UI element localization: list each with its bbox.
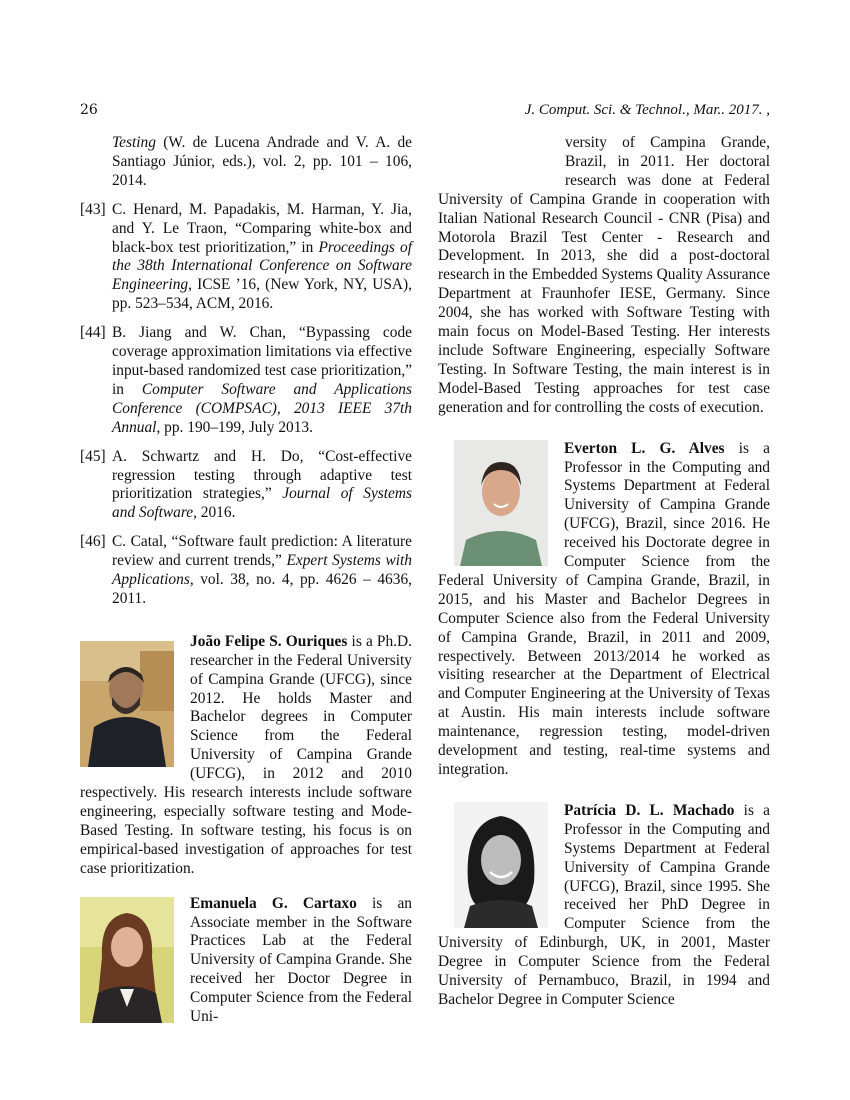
ref-text-b: , vol. 38, no. 4, pp. 4626 – 4636, 2011. [112, 571, 412, 607]
ref-text-a: C. Henard, M. Papadakis, M. Harman, Y. Jia, and Y. Le Traon, “Comparing white-box and black-box test prioritization,” in [112, 200, 412, 256]
ref-number: [46] [80, 533, 106, 551]
bio-emanuela-continued [438, 134, 770, 418]
bio-everton-alves [438, 440, 770, 780]
bio-text: is an Associate member in the Software Practices Lab at the Federal University of Campina Grande. She received her Doctor Degree in Computer Science from the Federal Uni- [190, 894, 412, 1026]
reference-46 [80, 533, 412, 609]
bio-patricia-machado [438, 802, 770, 1010]
right-column [438, 134, 770, 1010]
reference-44 [80, 324, 412, 437]
bio-joao-ouriques [80, 633, 412, 879]
bio-name: Patrícia D. L. Machado [564, 801, 735, 819]
reference-continuation [80, 134, 412, 191]
ref-text-b: , 2016. [193, 504, 236, 522]
ref-cont-italic: Testing [112, 134, 156, 151]
ref-number: [43] [80, 200, 106, 218]
author-photo-emanuela [80, 897, 174, 1023]
ref-venue: Computer Software and Applications Conference (COMPSAC), 2013 IEEE 37th Annual [112, 380, 412, 436]
bio-text: is a Ph.D. researcher in the Federal University of Campina Grande (UFCG), since 2012. He holds Master and Bachelor degrees in Computer Science from the Federal University of Campina Grande (UFCG), in 2012 and 2010 respectively. His research interests include software engineering, especially software testing and Mode-Based Testing. In software testing, his focus is on empirical-based investigation of approaches for test case prioritization. [80, 632, 412, 877]
bio-name: Emanuela G. Cartaxo [190, 894, 357, 912]
running-header: J. Comput. Sci. & Technol., Mar.. 2017. , [524, 102, 770, 118]
reference-45 [80, 448, 412, 524]
ref-venue: Proceedings of the 38th International Conference on Software Engineering [112, 238, 412, 294]
photo-space [438, 134, 565, 190]
bio-name: Everton L. G. Alves [564, 439, 725, 457]
ref-text-b: , ICSE ’16, (New York, NY, USA), pp. 523–534, ACM, 2016. [112, 276, 412, 313]
author-photo-patricia [454, 802, 548, 928]
reference-43 [80, 201, 412, 314]
bio-emanuela-cartaxo [80, 895, 412, 1027]
ref-cont-text: (W. de Lucena Andrade and V. A. de Santiago Júnior, eds.), vol. 2, pp. 101 – 106, 2014. [112, 134, 412, 189]
bio-text: is a Professor in the Computing and Systems Department at Federal University of Campina Grande (UFCG), Brazil, since 1995. She received her PhD Degree in Computer Science from the University of Edinburgh, UK, in 2001, Master Degree in Computer Science from the Federal University of Pernambuco, Brazil, in 1994 and Bachelor Degree in Computer Science [438, 801, 771, 1008]
left-column [80, 134, 412, 1027]
ref-number: [45] [80, 447, 106, 465]
bio-text: versity of Campina Grande, Brazil, in 2011. Her doctoral research was done at Federal University of Campina Grande in cooperation with Italian National Research Council - CNR (Pisa) and Motorola Brazil Test Center - Research and Development. In 2013, she did a post-doctoral research in the Embedded Systems Quality Assurance Department at Fraunhofer IESE, Germany. Since 2004, she has worked with Software Testing with main focus on Model-Based Testing. Her interests include Software Engineering, especially Software Testing. In Software Testing, the main interest is in Model-Based Testing approaches for test case generation and for controlling the costs of execution. [438, 134, 770, 416]
ref-text-a: B. Jiang and W. Chan, “Bypassing code coverage approximation limitations via effective input-based randomized test case prioritization,” in [112, 324, 412, 398]
bio-text: is a Professor in the Computing and Systems Department at Federal University of Campina Grande (UFCG), Brazil, since 2016. He received his Doctorate degree in Computer Science from the Federal University of Campina Grande, Brazil, in 2015, and his Master and Bachelor Degrees in Computer Science also from the Federal University of Campina Grande, Brazil, in 2011 and 2009, respectively. Between 2013/2014 he worked as visiting researcher at the Department of Electrical and Computer Engineering at the University of Texas at Austin. His main interests include software maintenance, regression testing, model-driven development and testing, real-time systems and integration. [438, 439, 770, 778]
ref-venue: Journal of Systems and Software [112, 485, 412, 522]
ref-text-a: C. Catal, “Software fault prediction: A literature review and current trends,” [112, 533, 412, 570]
ref-venue: Expert Systems with Applications [112, 552, 413, 589]
ref-text-a: A. Schwartz and H. Do, “Cost-effective regression testing through adaptive test prioritization strategies,” [112, 447, 412, 503]
author-photo-everton [454, 440, 548, 566]
bio-name: João Felipe S. Ouriques [190, 632, 348, 650]
ref-number: [44] [80, 324, 106, 342]
ref-text-b: , pp. 190–199, July 2013. [156, 418, 313, 436]
page-number: 26 [80, 102, 98, 118]
author-photo-joao [80, 641, 174, 767]
